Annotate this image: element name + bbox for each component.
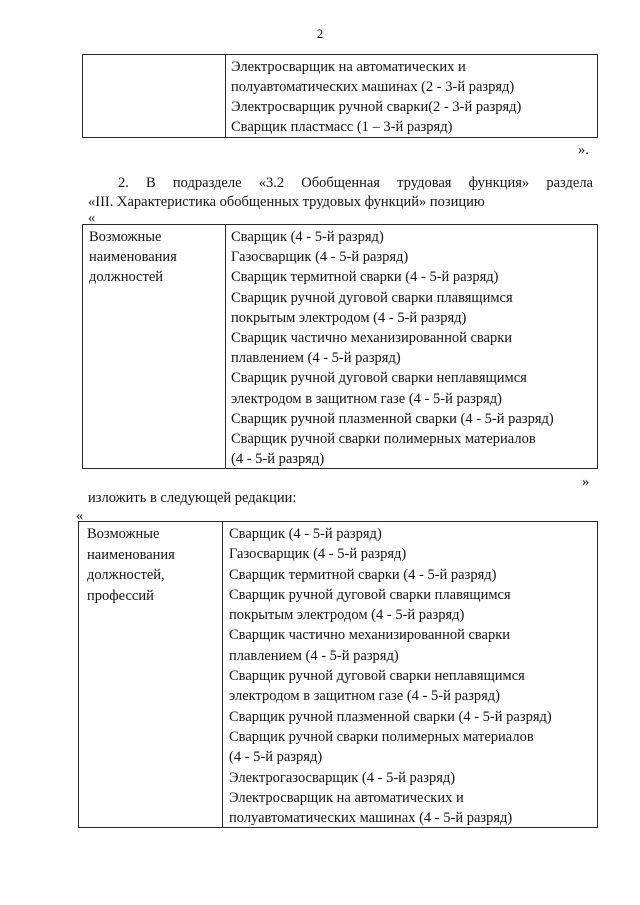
table-cell-left <box>89 227 177 287</box>
instruction-text: изложить в следующей редакции: <box>88 490 297 506</box>
table-line: наименования <box>89 249 177 265</box>
table-line: (4 - 5-й разряд) <box>231 451 325 468</box>
table-line: должностей, <box>87 567 165 583</box>
table-line: Сварщик ручной сварки полимерных материалов <box>231 431 536 448</box>
table-cell-right <box>231 57 521 137</box>
table-line: Сварщик термитной сварки (4 - 5-й разряд) <box>229 566 497 583</box>
open-quote: « <box>76 508 84 524</box>
table-line: Сварщик пластмасс (1 – 3-й разряд) <box>231 119 453 135</box>
table-divider <box>222 522 223 827</box>
table-line: покрытым электродом (4 - 5-й разряд) <box>231 309 467 326</box>
table-continuation <box>82 54 598 138</box>
table-cell-right <box>229 524 552 828</box>
table-new <box>78 521 598 828</box>
paragraph-line: «III. Характеристика обобщенных трудовых функций» позицию <box>88 194 485 210</box>
table-line: покрытым электродом (4 - 5-й разряд) <box>229 607 465 624</box>
table-line: Электросварщик на автоматических и <box>229 789 464 806</box>
table-divider <box>225 225 226 468</box>
table-line: Возможные <box>89 229 162 245</box>
table-line: Сварщик ручной дуговой сварки неплавящимся <box>231 370 527 387</box>
table-line: Электросварщик на автоматических и <box>231 59 466 75</box>
table-line: электродом в защитном газе (4 - 5-й разряд) <box>231 390 502 407</box>
table-line: Газосварщик (4 - 5-й разряд) <box>231 249 409 266</box>
table-current <box>82 224 598 469</box>
table-line: Сварщик ручной сварки полимерных материалов <box>229 728 534 745</box>
table-line: Сварщик (4 - 5-й разряд) <box>229 526 382 542</box>
table-line: Сварщик ручной плазменной сварки (4 - 5-й разряд) <box>231 410 554 427</box>
table-line: Сварщик ручной дуговой сварки неплавящимся <box>229 668 525 685</box>
table-line: (4 - 5-й разряд) <box>229 749 323 766</box>
table-line: Сварщик частично механизированной сварки <box>231 330 513 347</box>
table-line: Электросварщик ручной сварки(2 - 3-й разряд) <box>231 99 522 115</box>
table-line: Сварщик ручной плазменной сварки (4 - 5-й разряд) <box>229 708 552 725</box>
closing-quote: » <box>582 474 590 490</box>
table-line: электродом в защитном газе (4 - 5-й разряд) <box>229 688 500 705</box>
table-line: полуавтоматических машинах (2 - 3-й разряд) <box>231 79 515 95</box>
table-line: плавлением (4 - 5-й разряд) <box>231 350 401 367</box>
table-line: Сварщик (4 - 5-й разряд) <box>231 229 384 245</box>
table-line: Возможные <box>87 526 160 542</box>
table-divider <box>225 55 226 137</box>
table-line: Газосварщик (4 - 5-й разряд) <box>229 546 407 563</box>
table-line: наименования <box>87 546 175 563</box>
table-line: Сварщик частично механизированной сварки <box>229 627 511 644</box>
table-line: полуавтоматических машинах (4 - 5-й разряд) <box>229 810 513 827</box>
page-number: 2 <box>316 26 324 41</box>
closing-quote: ». <box>578 142 589 158</box>
table-line: Электрогазосварщик (4 - 5-й разряд) <box>229 769 456 786</box>
table-line: Сварщик ручной дуговой сварки плавящимся <box>231 289 513 306</box>
table-cell-right <box>231 227 554 469</box>
open-quote: « <box>88 210 96 226</box>
table-line: Сварщик термитной сварки (4 - 5-й разряд) <box>231 269 499 286</box>
table-line: должностей <box>89 269 164 285</box>
table-line: профессий <box>87 587 154 604</box>
table-cell-left <box>87 524 175 606</box>
table-line: плавлением (4 - 5-й разряд) <box>229 647 399 664</box>
table-line: Сварщик ручной дуговой сварки плавящимся <box>229 586 511 603</box>
paragraph-line: 2. В подразделе «3.2 Обобщенная трудовая функция» раздела <box>118 175 593 191</box>
